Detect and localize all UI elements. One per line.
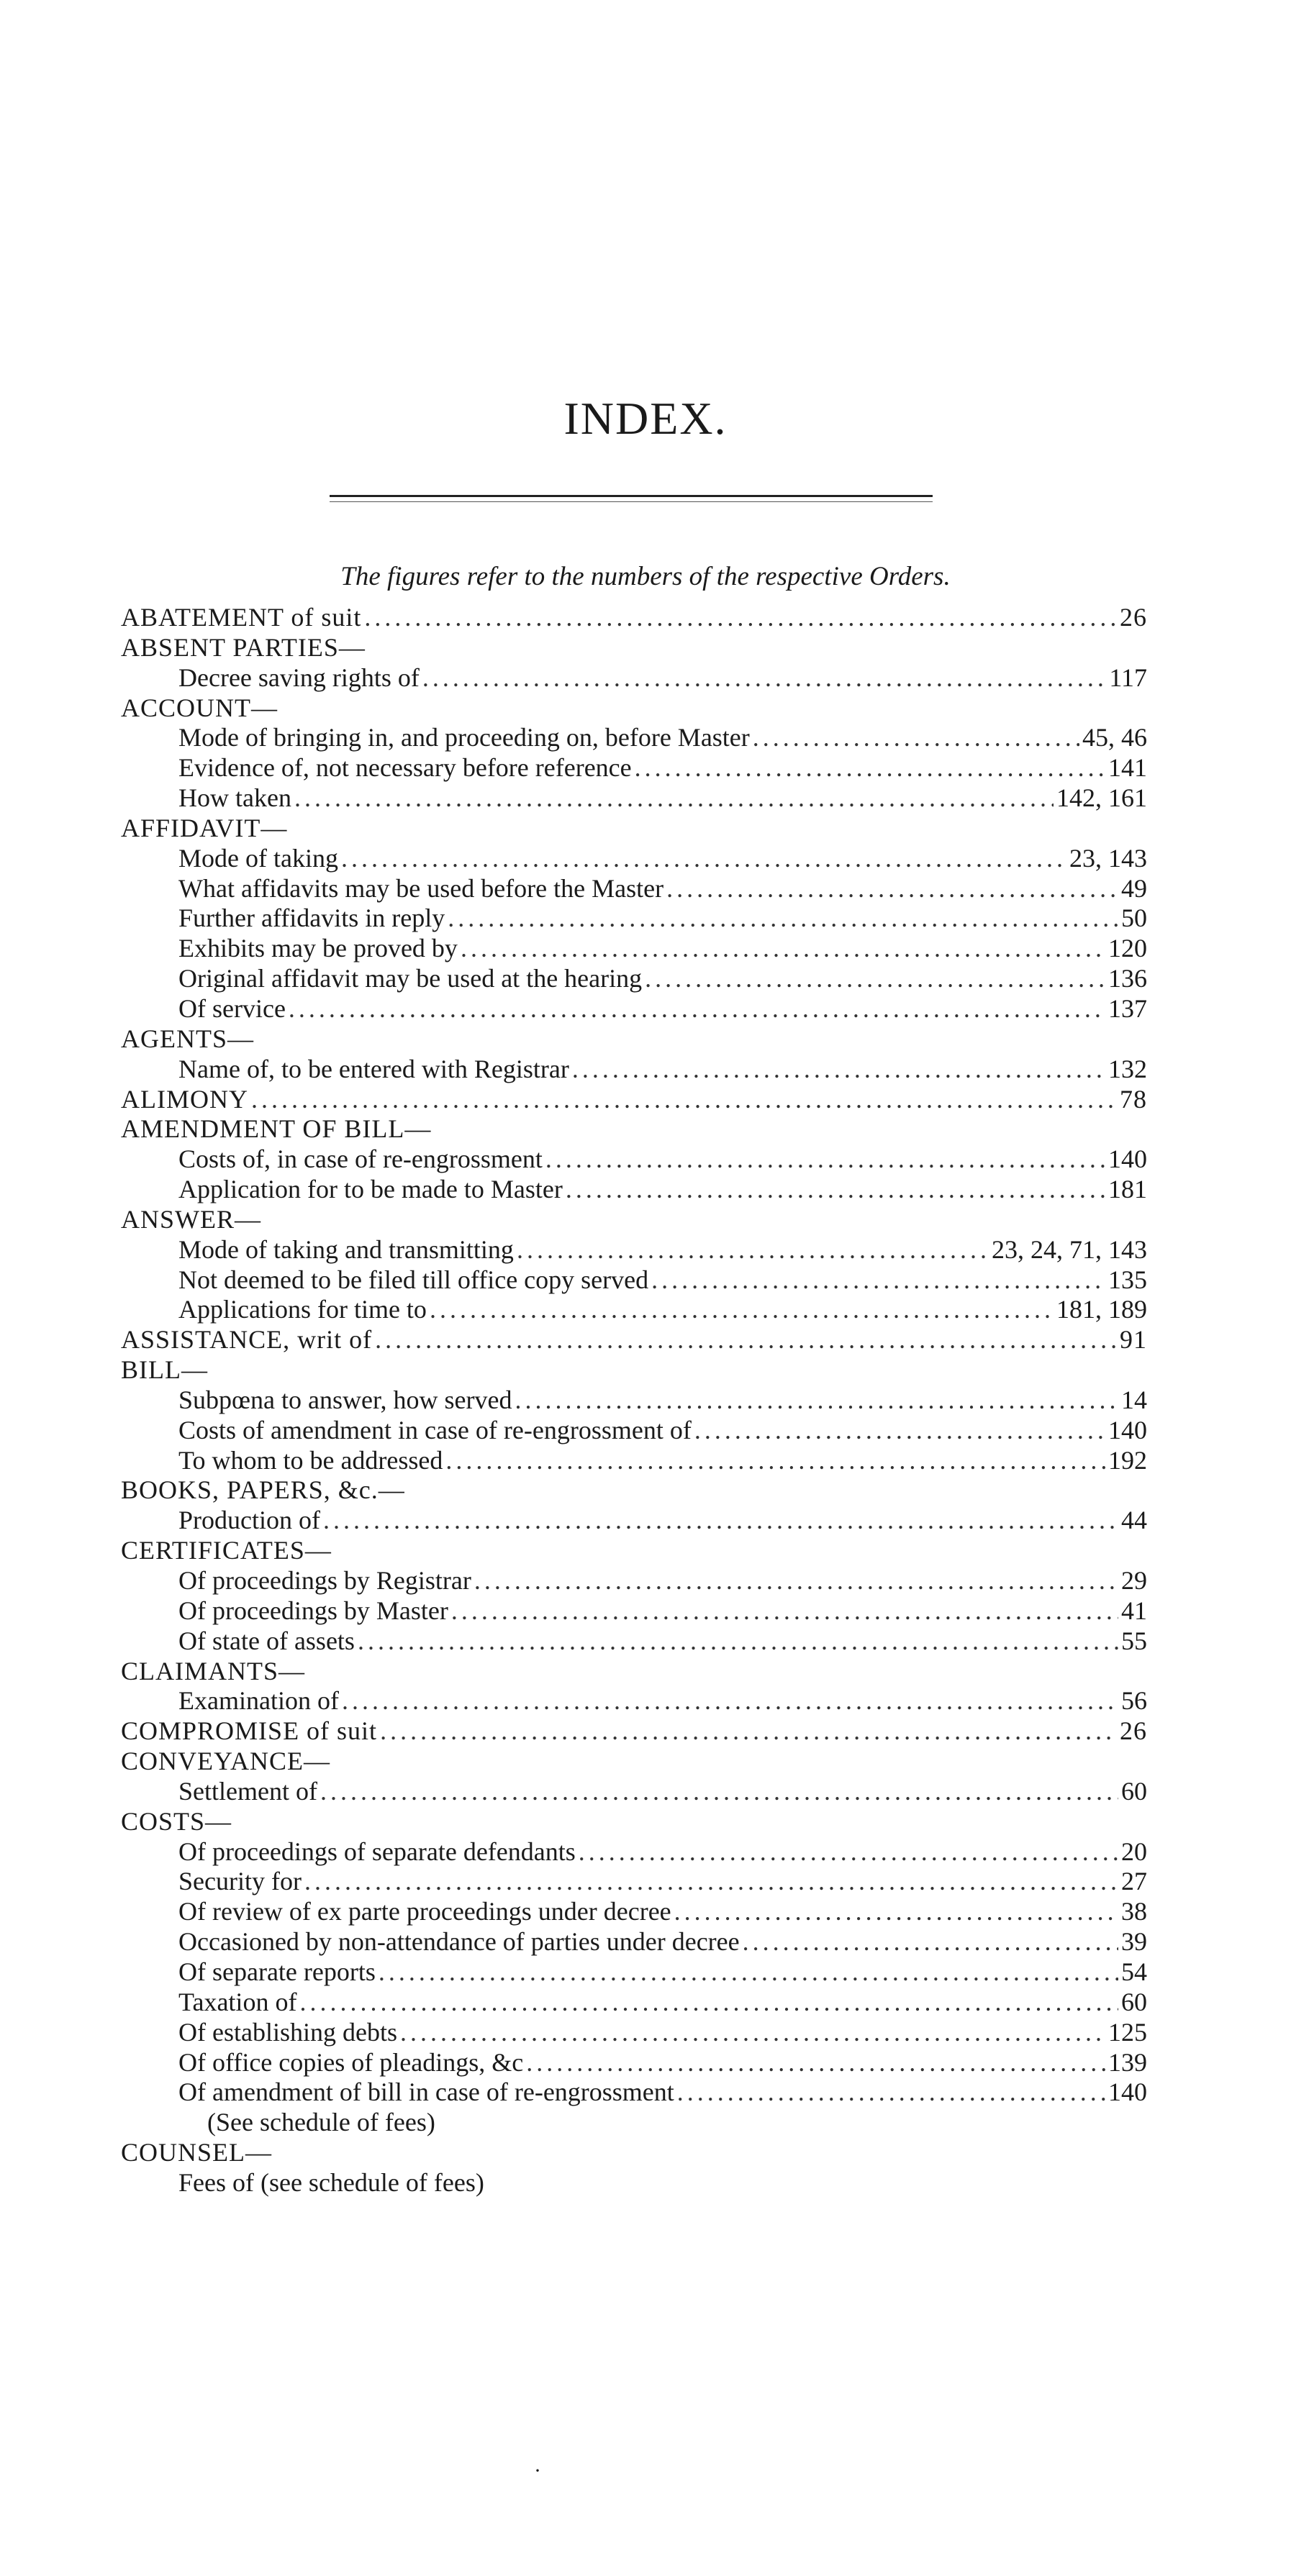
- entry-text: Application for to be made to Master: [178, 1175, 563, 1204]
- index-heading: [121, 1024, 1147, 1055]
- dot-leader: [635, 753, 1105, 783]
- order-number: 45, 46: [1082, 723, 1147, 752]
- entry-text: Name of, to be entered with Registrar: [178, 1054, 569, 1083]
- index-subentry: [121, 1175, 1147, 1205]
- index-entries: [121, 603, 1147, 2198]
- dot-leader: [517, 1235, 989, 1265]
- index-heading: [121, 1536, 1147, 1566]
- dot-leader: [694, 1416, 1105, 1446]
- index-subentry: [121, 2108, 1147, 2138]
- entry-text: Of review of ex parte proceedings under decree: [178, 1897, 671, 1926]
- entry-text: To whom to be addressed: [178, 1445, 443, 1475]
- order-number: 20: [1121, 1837, 1147, 1866]
- order-number: 23, 143: [1069, 843, 1147, 873]
- entry-text: Fees of (see schedule of fees): [178, 2167, 484, 2197]
- entry-text: What affidavits may be used before the Master: [178, 873, 664, 903]
- entry-text: Original affidavit may be used at the hearing: [178, 964, 643, 993]
- dot-leader: [320, 1777, 1118, 1807]
- entry-text: Not deemed to be filed till office copy served: [178, 1265, 649, 1294]
- dot-leader: [474, 1566, 1118, 1596]
- index-subentry: [121, 1867, 1147, 1897]
- entry-text: Production of: [178, 1506, 320, 1535]
- index-subentry: [121, 904, 1147, 934]
- dot-leader: [645, 964, 1105, 994]
- index-note: The figures refer to the numbers of the respective Orders.: [340, 562, 951, 591]
- index-subentry: [121, 1506, 1147, 1536]
- order-number: 181: [1108, 1175, 1147, 1204]
- dot-leader: [364, 603, 1117, 633]
- entry-text: Occasioned by non-attendance of parties under decree: [178, 1927, 740, 1957]
- index-heading: [121, 1807, 1147, 1837]
- dot-leader: [289, 994, 1105, 1024]
- entry-text: CERTIFICATES—: [121, 1536, 332, 1565]
- dot-leader: [323, 1506, 1118, 1536]
- index-subentry: [121, 1897, 1147, 1927]
- dot-leader: [341, 844, 1066, 874]
- dot-leader: [451, 1596, 1118, 1626]
- order-number: 120: [1108, 934, 1147, 963]
- entry-text: BOOKS, PAPERS, &c.—: [121, 1475, 405, 1505]
- index-subentry: [121, 1265, 1147, 1296]
- dot-leader: [251, 1085, 1117, 1115]
- dot-leader: [753, 723, 1079, 753]
- entry-text: AFFIDAVIT—: [121, 813, 288, 842]
- index-subentry: [121, 2018, 1147, 2048]
- dot-leader: [430, 1295, 1054, 1325]
- title-rule: [330, 495, 933, 497]
- order-number: 125: [1108, 2017, 1147, 2047]
- index-heading: [121, 1114, 1147, 1144]
- index-heading: [121, 2138, 1147, 2168]
- index-subentry: [121, 1144, 1147, 1175]
- index-subentry: [121, 1927, 1147, 1957]
- dot-leader: [299, 1988, 1118, 2018]
- index-heading: [121, 1747, 1147, 1777]
- entry-text: Exhibits may be proved by: [178, 934, 458, 963]
- dot-leader: [515, 1385, 1118, 1416]
- entry-text: ABSENT PARTIES—: [121, 632, 366, 662]
- entry-text: Mode of bringing in, and proceeding on, before Master: [178, 723, 750, 752]
- order-number: 78: [1120, 1084, 1147, 1114]
- order-number: 140: [1108, 2077, 1147, 2107]
- dot-leader: [400, 2018, 1105, 2048]
- order-number: 60: [1121, 1776, 1147, 1806]
- order-number: 140: [1108, 1144, 1147, 1174]
- order-number: 136: [1108, 964, 1147, 993]
- page-title: INDEX.: [563, 393, 728, 444]
- index-subentry: [121, 1055, 1147, 1085]
- index-heading: [121, 1355, 1147, 1385]
- dot-leader: [375, 1325, 1117, 1355]
- entry-text: Further affidavits in reply: [178, 904, 445, 933]
- index-heading: [121, 633, 1147, 663]
- index-subentry: [121, 2168, 1147, 2198]
- order-number: 117: [1109, 663, 1147, 692]
- order-number: 26: [1120, 603, 1147, 632]
- entry-text: ANSWER—: [121, 1204, 261, 1234]
- index-subentry: [121, 1988, 1147, 2018]
- index-subentry: [121, 1596, 1147, 1626]
- index-subentry: [121, 1295, 1147, 1325]
- order-number: 139: [1108, 2047, 1147, 2077]
- index-subentry: [121, 1686, 1147, 1716]
- order-number: 140: [1108, 1415, 1147, 1444]
- entry-text: ABATEMENT of suit: [121, 603, 362, 632]
- dot-leader: [422, 663, 1106, 693]
- order-number: 26: [1120, 1716, 1147, 1746]
- entry-text: Of service: [178, 993, 286, 1023]
- index-subentry: [121, 874, 1147, 904]
- order-number: 23, 24, 71, 143: [992, 1234, 1147, 1264]
- dot-leader: [579, 1837, 1118, 1867]
- index-subentry: [121, 783, 1147, 814]
- entry-text: Evidence of, not necessary before reference: [178, 753, 632, 783]
- entry-text: Of office copies of pleadings, &c: [178, 2047, 524, 2077]
- index-subentry: [121, 844, 1147, 874]
- entry-text: Of proceedings by Master: [178, 1596, 448, 1625]
- index-subentry: [121, 723, 1147, 753]
- dot-leader: [566, 1175, 1105, 1205]
- order-number: 192: [1108, 1445, 1147, 1475]
- entry-text: CLAIMANTS—: [121, 1656, 306, 1685]
- entry-text: Examination of: [178, 1686, 339, 1716]
- order-number: 91: [1120, 1325, 1147, 1355]
- entry-text: Taxation of: [178, 1987, 297, 2016]
- order-number: 39: [1121, 1927, 1147, 1957]
- entry-text: COUNSEL—: [121, 2138, 273, 2167]
- dot-leader: [380, 1716, 1117, 1747]
- entry-text: Of state of assets: [178, 1626, 355, 1655]
- order-number: 142, 161: [1056, 783, 1147, 813]
- index-heading: [121, 603, 1147, 633]
- entry-text: How taken: [178, 783, 291, 813]
- index-subentry: [121, 934, 1147, 964]
- index-subentry: [121, 1777, 1147, 1807]
- order-number: 50: [1121, 904, 1147, 933]
- index-heading: [121, 1205, 1147, 1235]
- order-number: 135: [1108, 1265, 1147, 1294]
- index-heading: [121, 693, 1147, 724]
- order-number: 60: [1121, 1987, 1147, 2016]
- entry-text: Subpœna to answer, how served: [178, 1385, 512, 1414]
- order-number: 27: [1121, 1867, 1147, 1896]
- order-number: 14: [1121, 1385, 1147, 1414]
- dot-leader: [545, 1144, 1105, 1175]
- entry-text: Of proceedings by Registrar: [178, 1566, 471, 1595]
- index-subentry: [121, 2077, 1147, 2108]
- order-number: 29: [1121, 1566, 1147, 1595]
- entry-text: COSTS—: [121, 1806, 232, 1836]
- dot-leader: [572, 1055, 1105, 1085]
- dot-leader: [674, 1897, 1118, 1927]
- entry-text: Applications for time to: [178, 1295, 427, 1324]
- index-heading: [121, 1716, 1147, 1747]
- entry-text: Decree saving rights of: [178, 663, 420, 692]
- entry-text: Costs of amendment in case of re-engrossment of: [178, 1415, 692, 1444]
- dot-leader: [448, 904, 1118, 934]
- dot-leader: [304, 1867, 1118, 1897]
- entry-text: Security for: [178, 1867, 302, 1896]
- entry-text: Of amendment of bill in case of re-engrossment: [178, 2077, 674, 2107]
- entry-text: COMPROMISE of suit: [121, 1716, 378, 1746]
- dot-leader: [445, 1446, 1105, 1476]
- entry-text: Mode of taking and transmitting: [178, 1234, 514, 1264]
- entry-text: (See schedule of fees): [207, 2108, 435, 2137]
- index-subentry: [121, 1446, 1147, 1476]
- index-subentry: [121, 2048, 1147, 2078]
- index-subentry: [121, 1385, 1147, 1416]
- order-number: 49: [1121, 873, 1147, 903]
- index-subentry: [121, 1957, 1147, 1988]
- entry-text: Mode of taking: [178, 843, 338, 873]
- dot-leader: [358, 1626, 1118, 1657]
- entry-text: Of establishing debts: [178, 2017, 397, 2047]
- dot-leader: [342, 1686, 1118, 1716]
- entry-text: ASSISTANCE, writ of: [121, 1325, 373, 1355]
- dot-leader: [677, 2077, 1105, 2108]
- order-number: 44: [1121, 1506, 1147, 1535]
- dot-leader: [461, 934, 1105, 964]
- entry-text: CONVEYANCE—: [121, 1747, 331, 1776]
- index-subentry: [121, 994, 1147, 1024]
- index-heading: [121, 1085, 1147, 1115]
- index-heading: [121, 1325, 1147, 1355]
- order-number: 141: [1108, 753, 1147, 783]
- order-number: 181, 189: [1056, 1295, 1147, 1324]
- order-number: 38: [1121, 1897, 1147, 1926]
- dot-leader: [294, 783, 1054, 814]
- dot-leader: [651, 1265, 1105, 1296]
- order-number: 56: [1121, 1686, 1147, 1716]
- order-number: 55: [1121, 1626, 1147, 1655]
- dot-leader: [526, 2048, 1105, 2078]
- entry-text: ACCOUNT—: [121, 693, 278, 722]
- dot-leader: [743, 1927, 1118, 1957]
- order-number: 137: [1108, 993, 1147, 1023]
- dot-leader: [379, 1957, 1118, 1988]
- entry-text: Costs of, in case of re-engrossment: [178, 1144, 543, 1174]
- index-subentry: [121, 1837, 1147, 1867]
- index-subentry: [121, 1235, 1147, 1265]
- index-subentry: [121, 1416, 1147, 1446]
- entry-text: BILL—: [121, 1355, 208, 1385]
- index-subentry: [121, 1566, 1147, 1596]
- order-number: 41: [1121, 1596, 1147, 1625]
- entry-text: Of proceedings of separate defendants: [178, 1837, 576, 1866]
- order-number: 132: [1108, 1054, 1147, 1083]
- entry-text: Of separate reports: [178, 1957, 376, 1986]
- dot-leader: [666, 874, 1118, 904]
- entry-text: ALIMONY: [121, 1084, 248, 1114]
- entry-text: AMENDMENT OF BILL—: [121, 1114, 432, 1144]
- index-subentry: [121, 753, 1147, 783]
- index-heading: [121, 1475, 1147, 1506]
- index-subentry: [121, 964, 1147, 994]
- index-subentry: [121, 1626, 1147, 1657]
- index-heading: [121, 1657, 1147, 1687]
- title-rule-thin: [330, 501, 933, 502]
- entry-text: Settlement of: [178, 1776, 317, 1806]
- index-subentry: [121, 663, 1147, 693]
- entry-text: AGENTS—: [121, 1024, 254, 1053]
- index-heading: [121, 814, 1147, 844]
- order-number: 54: [1121, 1957, 1147, 1986]
- page-mark: ·: [534, 2459, 541, 2482]
